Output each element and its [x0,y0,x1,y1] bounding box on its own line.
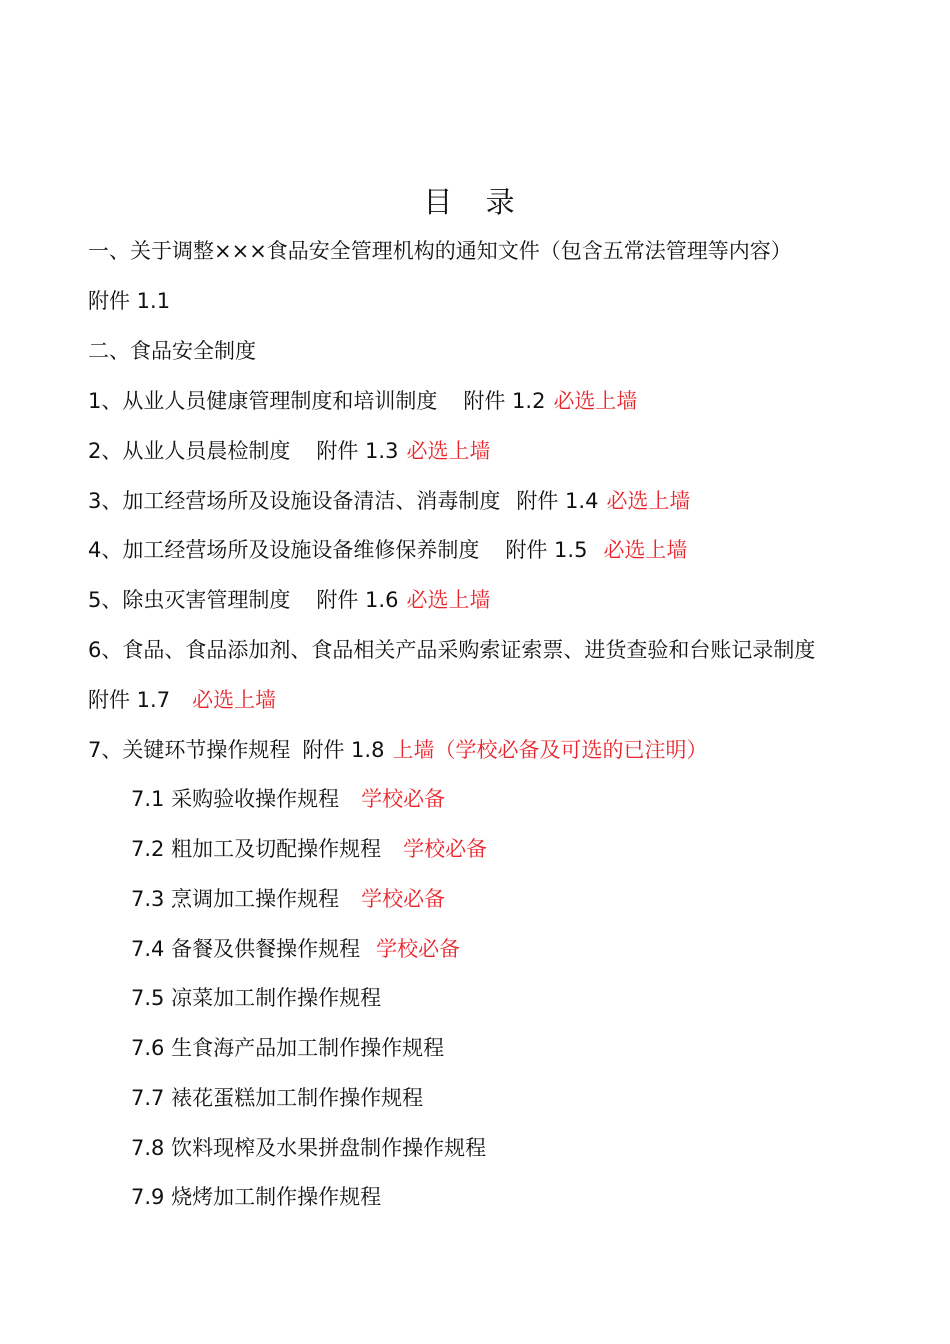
toc-line-11 [88,735,707,765]
toc-line-text: 1、从业人员健康管理制度和培训制度 [88,389,438,413]
attachment-ref: 附件 1.7 [88,688,171,712]
subitem-text: 7.9 烧烤加工制作操作规程 [131,1185,382,1209]
toc-line-9 [88,635,815,665]
toc-line-4 [88,386,637,416]
subitem-text: 7.1 采购验收操作规程 [131,787,340,811]
toc-subitem-7-7 [131,1083,423,1113]
toc-line-text: 3、加工经营场所及设施设备清洁、消毒制度 [88,489,501,513]
wall-tag: 必选上墙 [603,538,688,562]
toc-line-1 [88,236,792,266]
wall-tag: 必选上墙 [606,489,691,513]
subitem-text: 7.7 裱花蛋糕加工制作操作规程 [131,1086,424,1110]
toc-line-text: 6、食品、食品添加剂、食品相关产品采购索证索票、进货查验和台账记录制度 [88,638,816,662]
attachment-ref: 附件 1.2 [463,389,546,413]
toc-subitem-7-3 [131,884,445,914]
toc-line-5 [88,436,490,466]
attachment-ref: 附件 1.5 [505,538,588,562]
toc-subitem-7-4 [131,934,460,964]
school-required-tag: 学校必备 [361,887,446,911]
subitem-text: 7.5 凉菜加工制作操作规程 [131,986,382,1010]
toc-line-text: 2、从业人员晨检制度 [88,439,291,463]
toc-line-8 [88,585,490,615]
attachment-ref: 附件 1.6 [316,588,399,612]
toc-line-7 [88,535,687,565]
subitem-text: 7.6 生食海产品加工制作操作规程 [131,1036,445,1060]
toc-line-6 [88,486,690,516]
toc-title: 目 录 [423,185,527,219]
wall-tag: 必选上墙 [553,389,638,413]
toc-subitem-7-5 [131,983,381,1013]
toc-subitem-7-8 [131,1133,486,1163]
toc-subitem-7-6 [131,1033,444,1063]
subitem-text: 7.3 烹调加工操作规程 [131,887,340,911]
toc-subitem-7-1 [131,784,445,814]
toc-line-2 [88,286,170,316]
wall-tag: 必选上墙 [406,439,491,463]
subitem-text: 7.4 备餐及供餐操作规程 [131,937,361,961]
wall-tag: 上墙（学校必备及可选的已注明） [392,738,708,762]
attachment-ref: 附件 1.8 [302,738,385,762]
school-required-tag: 学校必备 [403,837,488,861]
school-required-tag: 学校必备 [361,787,446,811]
toc-line-text: 4、加工经营场所及设施设备维修保养制度 [88,538,480,562]
toc-line-text: 7、关键环节操作规程 [88,738,291,762]
toc-subitem-7-9 [131,1182,381,1212]
subitem-text: 7.8 饮料现榨及水果拼盘制作操作规程 [131,1136,487,1160]
subitem-text: 7.2 粗加工及切配操作规程 [131,837,382,861]
toc-line-text: 附件 1.1 [88,289,171,313]
toc-line-3 [88,336,256,366]
attachment-ref: 附件 1.3 [316,439,399,463]
toc-line-text: 二、食品安全制度 [88,339,256,363]
toc-subitem-7-2 [131,834,487,864]
toc-line-text: 5、除虫灭害管理制度 [88,588,291,612]
toc-line-10 [88,685,276,715]
wall-tag: 必选上墙 [406,588,491,612]
toc-line-text: 一、关于调整×××食品安全管理机构的通知文件（包含五常法管理等内容） [88,239,792,263]
school-required-tag: 学校必备 [376,937,461,961]
wall-tag: 必选上墙 [192,688,277,712]
attachment-ref: 附件 1.4 [516,489,599,513]
